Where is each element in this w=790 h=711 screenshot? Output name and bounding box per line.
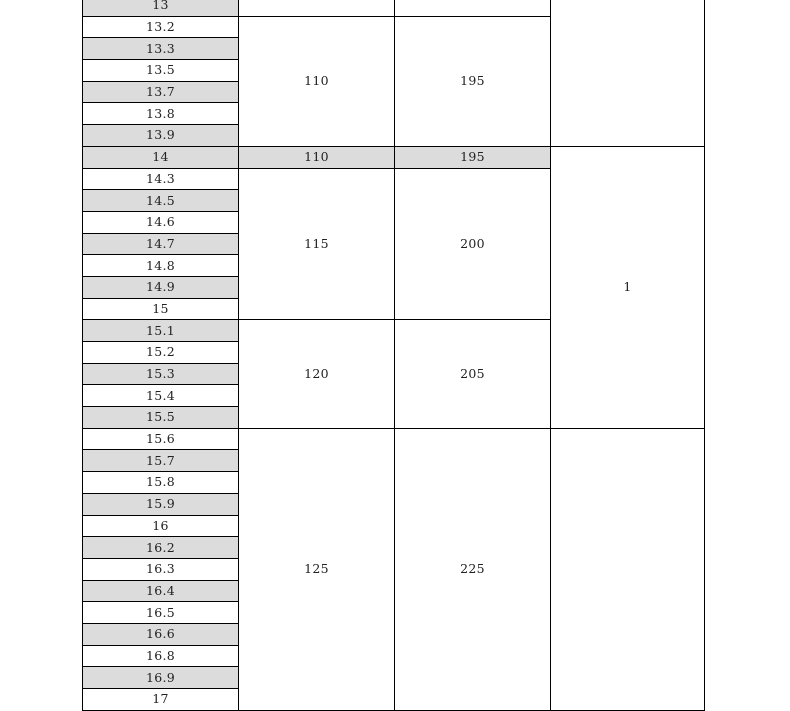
size-cell: 14.9 bbox=[83, 276, 239, 298]
size-cell: 14.5 bbox=[83, 190, 239, 212]
col3-value-cell: 195 bbox=[395, 16, 551, 146]
col3-value-cell: 225 bbox=[395, 428, 551, 710]
size-table bbox=[82, 0, 705, 711]
size-cell: 14.6 bbox=[83, 211, 239, 233]
size-cell: 14 bbox=[83, 146, 239, 168]
col2-value-cell: 115 bbox=[239, 168, 395, 320]
size-cell: 16.8 bbox=[83, 645, 239, 667]
size-cell: 16.9 bbox=[83, 667, 239, 689]
size-cell: 16.4 bbox=[83, 580, 239, 602]
size-cell: 13.2 bbox=[83, 16, 239, 38]
table-row bbox=[83, 428, 705, 450]
col2-value-cell: 110 bbox=[239, 16, 395, 146]
size-cell: 15 bbox=[83, 298, 239, 320]
col4-value-cell bbox=[551, 0, 705, 146]
col2-value-cell: 120 bbox=[239, 320, 395, 428]
size-cell: 14.3 bbox=[83, 168, 239, 190]
size-cell: 16.5 bbox=[83, 602, 239, 624]
size-cell: 15.9 bbox=[83, 493, 239, 515]
size-cell: 13.7 bbox=[83, 81, 239, 103]
col2-value-cell: 110 bbox=[239, 146, 395, 168]
col2-value-cell: 125 bbox=[239, 428, 395, 710]
size-cell: 16 bbox=[83, 515, 239, 537]
table-row bbox=[83, 146, 705, 168]
size-cell: 13.9 bbox=[83, 125, 239, 147]
size-cell: 16.2 bbox=[83, 537, 239, 559]
size-cell: 15.3 bbox=[83, 363, 239, 385]
col4-value-cell: 1 bbox=[551, 146, 705, 428]
size-cell: 14.8 bbox=[83, 255, 239, 277]
size-cell: 15.6 bbox=[83, 428, 239, 450]
size-cell: 15.4 bbox=[83, 385, 239, 407]
size-table-body bbox=[83, 0, 705, 710]
col3-value-cell: 195 bbox=[395, 146, 551, 168]
size-cell: 15.5 bbox=[83, 407, 239, 429]
size-cell: 16.3 bbox=[83, 558, 239, 580]
size-cell: 13.8 bbox=[83, 103, 239, 125]
table-row bbox=[83, 0, 705, 16]
col4-value-cell bbox=[551, 428, 705, 710]
col3-value-cell: 205 bbox=[395, 320, 551, 428]
size-cell: 15.7 bbox=[83, 450, 239, 472]
col3-value-cell bbox=[395, 0, 551, 16]
size-cell: 17 bbox=[83, 689, 239, 711]
size-cell: 13.3 bbox=[83, 38, 239, 60]
size-cell: 13 bbox=[83, 0, 239, 16]
size-cell: 15.1 bbox=[83, 320, 239, 342]
col2-value-cell bbox=[239, 0, 395, 16]
size-cell: 15.2 bbox=[83, 342, 239, 364]
size-cell: 15.8 bbox=[83, 472, 239, 494]
size-cell: 16.6 bbox=[83, 623, 239, 645]
col3-value-cell: 200 bbox=[395, 168, 551, 320]
size-cell: 13.5 bbox=[83, 60, 239, 82]
size-cell: 14.7 bbox=[83, 233, 239, 255]
